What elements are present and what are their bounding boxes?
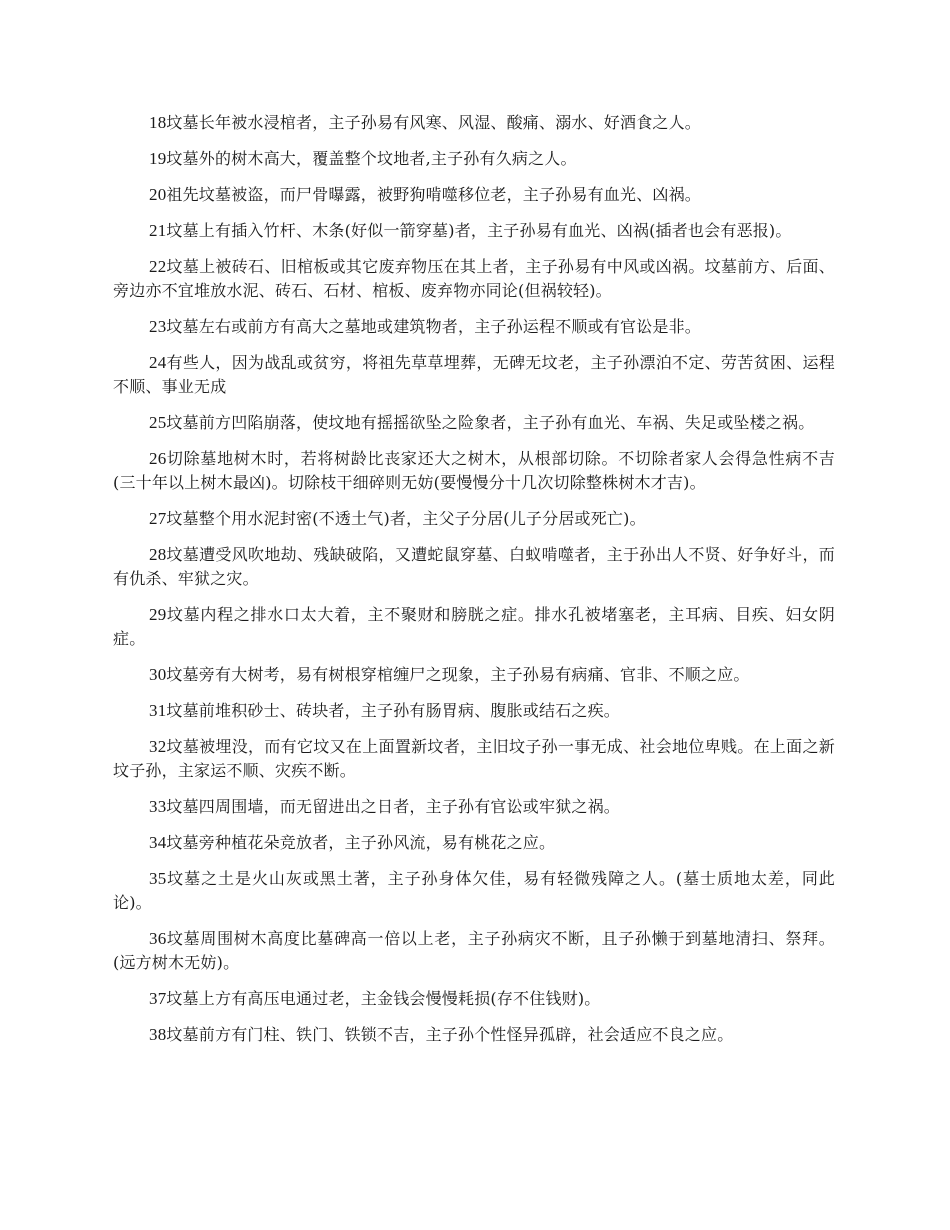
item-number: 23 [149,317,167,336]
item-number: 32 [149,737,167,756]
list-item [113,987,835,1011]
list-item [113,1023,835,1047]
list-item [113,831,835,855]
item-text: 坟墓上被砖石、旧棺板或其它废弃物压在其上者，主子孙易有中风或凶祸。坟墓前方、后面、旁边亦不宜堆放水泥、砖石、石材、棺板、废弃物亦同论(但祸较轻)。 [113,257,835,300]
item-number: 29 [149,605,167,624]
list-item [113,795,835,819]
item-number: 21 [149,221,167,240]
item-number: 25 [149,413,167,432]
list-item [113,411,835,435]
item-text: 坟墓遭受风吹地劫、残缺破陷，又遭蛇鼠穿墓、白蚁啃噬者，主于孙出人不贤、好争好斗，而有仇杀、牢狱之灾。 [113,545,835,588]
list-item [113,219,835,243]
item-number: 22 [149,257,167,276]
item-text: 坟墓旁有大树考，易有树根穿棺缠尸之现象，主子孙易有病痛、官非、不顺之应。 [166,665,750,684]
item-number: 34 [149,833,167,852]
item-number: 33 [149,797,167,816]
item-text: 坟墓上有插入竹杆、木条(好似一箭穿墓)者，主子孙易有血光、凶祸(插者也会有恶报)。 [166,221,792,240]
item-text: 坟墓四周围墙，而无留进出之日者，主子孙有官讼或牢狱之祸。 [166,797,621,816]
item-text: 切除墓地树木时，若将树龄比丧家还大之树木，从根部切除。不切除者家人会得急性病不吉(三十年以上树木最凶)。切除枝干细碎则无妨(要慢慢分十几次切除整株树木才吉)。 [113,449,835,492]
list-item [113,663,835,687]
item-number: 18 [149,113,167,132]
item-number: 19 [149,149,167,168]
item-number: 27 [149,509,167,528]
list-item [113,603,835,651]
item-text: 有些人，因为战乱或贫穷，将祖先草草埋葬，无碑无坟老，主子孙漂泊不定、劳苦贫困、运程不顺、事业无成 [113,353,835,396]
item-number: 28 [149,545,167,564]
item-text: 坟墓前方凹陷崩落，使坟地有摇摇欲坠之险象者，主子孙有血光、车祸、失足或坠楼之祸。 [166,413,815,432]
list-item [113,543,835,591]
item-number: 38 [149,1025,167,1044]
item-number: 24 [149,353,167,372]
list-item [113,507,835,531]
item-text: 坟墓外的树木高大，覆盖整个坟地者,主子孙有久病之人。 [166,149,577,168]
list-item [113,111,835,135]
list-item [113,183,835,207]
item-text: 坟墓整个用水泥封密(不透土气)者，主父子分居(儿子分居或死亡)。 [166,509,646,528]
item-text: 坟墓上方有高压电通过老，主金钱会慢慢耗损(存不住钱财)。 [166,989,601,1008]
item-text: 坟墓左右或前方有高大之墓地或建筑物者，主子孙运程不顺或有官讼是非。 [166,317,702,336]
list-item [113,735,835,783]
item-number: 26 [149,449,167,468]
item-number: 35 [149,869,167,888]
list-item [113,927,835,975]
item-text: 坟墓旁种植花朵竞放者，主子孙风流，易有桃花之应。 [166,833,556,852]
item-number: 20 [149,185,167,204]
item-number: 37 [149,989,167,1008]
document-body [113,111,835,1059]
item-number: 31 [149,701,167,720]
item-text: 祖先坟墓被盗，而尸骨曝露，被野狗啃噬移位老，主子孙易有血光、凶祸。 [166,185,702,204]
list-item [113,315,835,339]
item-text: 坟墓长年被水浸棺者，主子孙易有风寒、风湿、酸痛、溺水、好酒食之人。 [166,113,702,132]
item-text: 坟墓内程之排水口太大着，主不聚财和膀胱之症。排水孔被堵塞老，主耳病、目疾、妇女阴症。 [113,605,835,648]
item-number: 30 [149,665,167,684]
list-item [113,147,835,171]
list-item [113,447,835,495]
item-text: 坟墓被埋没，而有它坟又在上面置新坟者，主旧坟子孙一事无成、社会地位卑贱。在上面之新坟子孙，主家运不顺、灾疾不断。 [113,737,835,780]
list-item [113,699,835,723]
list-item [113,867,835,915]
item-text: 坟墓前方有门柱、铁门、铁锁不吉，主子孙个性怪异孤辟，社会适应不良之应。 [166,1025,734,1044]
list-item [113,351,835,399]
item-number: 36 [149,929,167,948]
item-text: 坟墓周围树木高度比墓碑高一倍以上老，主子孙病灾不断，且子孙懒于到墓地清扫、祭拜。(远方树木无妨)。 [113,929,835,972]
item-text: 坟墓前堆积砂士、砖块者，主子孙有肠胃病、腹胀或结石之疾。 [166,701,621,720]
item-text: 坟墓之土是火山灰或黑土著，主子孙身体欠佳，易有轻微残障之人。(墓士质地太差，同此论)。 [113,869,835,912]
list-item [113,255,835,303]
